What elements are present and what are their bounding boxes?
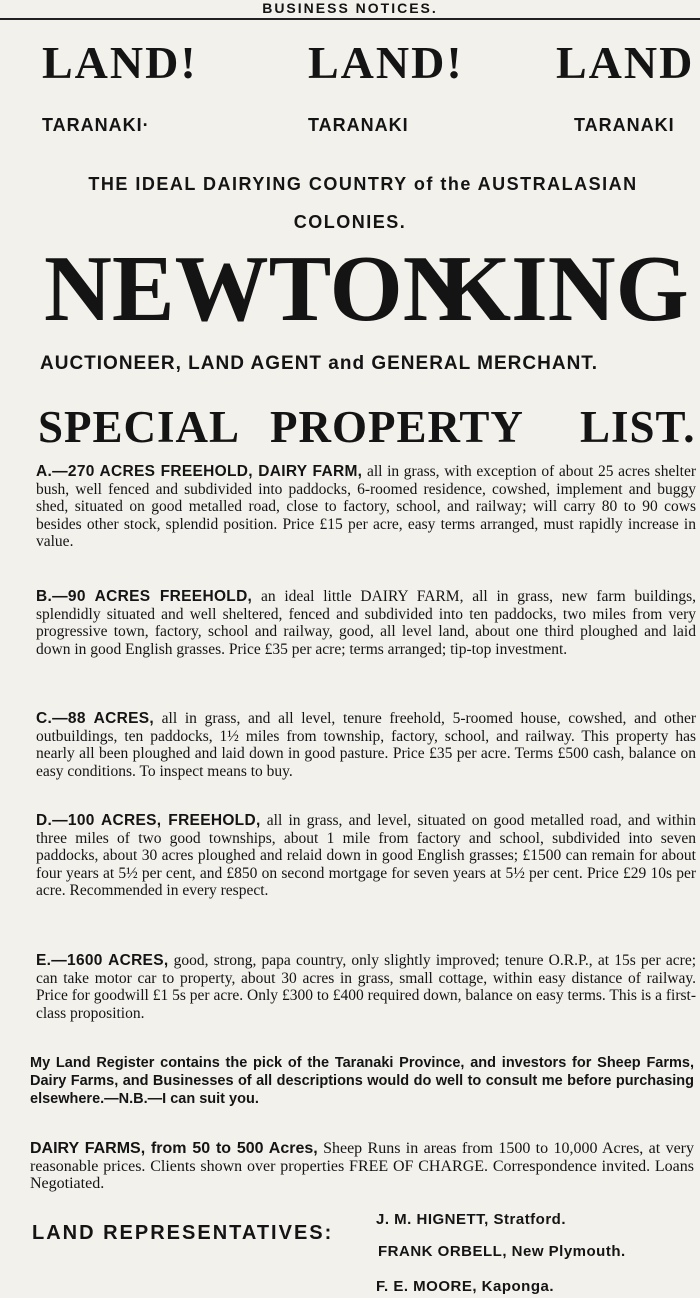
taranaki-label-3: TARANAKI — [574, 115, 675, 135]
land-banner-1: LAND! — [42, 37, 198, 88]
dairy-farms-text: Sheep Runs in areas from 1500 to 10,000 Acres, at very reasonable prices. Clients shown over properties FREE OF CHARGE. Correspondence invited. Loans Negotiated. — [30, 1140, 695, 1192]
representative-3: F. E. MOORE, Kaponga. — [376, 1278, 555, 1295]
list-heading-word-3: LIST. — [580, 402, 696, 452]
listing-a-lead: A.—270 ACRES FREEHOLD, DAIRY FARM, — [36, 463, 363, 480]
tagline-line-1: THE IDEAL DAIRYING COUNTRY of the AUSTRALASIAN — [88, 174, 638, 194]
section-label: BUSINESS NOTICES. — [262, 0, 438, 16]
header-rule — [0, 18, 700, 20]
listing-e-lead: E.—1600 ACRES, — [36, 952, 169, 969]
listing-b-lead: B.—90 ACRES FREEHOLD, — [36, 588, 253, 605]
tagline-line-2: COLONIES. — [293, 212, 407, 232]
representatives-label: LAND REPRESENTATIVES: — [32, 1222, 334, 1244]
dairy-farms-lead: DAIRY FARMS, from 50 to 500 Acres, — [30, 1140, 318, 1157]
representative-1: J. M. HIGNETT, Stratford. — [376, 1211, 567, 1228]
listing-d — [36, 812, 696, 900]
listing-d-lead: D.—100 ACRES, FREEHOLD, — [36, 812, 261, 829]
listing-e — [36, 952, 696, 1022]
land-banner-3: LAND — [556, 37, 695, 88]
taranaki-label-2: TARANAKI — [308, 115, 409, 135]
listing-a — [36, 463, 696, 551]
listing-b-text: an ideal little DAIRY FARM, all in grass, new farm buildings, splendidly situated and well sheltered, fenced and subdivided into ten paddocks, two miles from very progressive town, factory, school and railway, good, all level land, about one third ploughed and laid down in good English grasses. Price £35 per acre; terms arranged; tip-top investment. — [36, 588, 696, 658]
land-banner-2: LAND! — [308, 37, 464, 88]
list-heading-word-1: SPECIAL — [38, 402, 241, 452]
listing-c — [36, 710, 696, 780]
advertiser-name-first: NEWTON — [44, 237, 471, 341]
listing-c-text: all in grass, and all level, tenure freehold, 5-roomed house, cowshed, and other outbuildings, ten paddocks, 1½ miles from township, factory, school, and railway. This property has nearly all been ploughed and laid down in good pasture. Price £35 per acre. Terms £500 cash, balance on easy conditions. To inspect means to buy. — [36, 710, 697, 780]
advertiser-name-last: KING — [438, 237, 689, 341]
land-register-note: My Land Register contains the pick of the Taranaki Province, and investors for Sheep Farms, Dairy Farms, and Businesses of all descriptions would do well to consult me before purchasing elsewhere.—N.B.—I can suit you. — [30, 1055, 694, 1107]
listing-e-text: good, strong, papa country, only slightly improved; tenure O.R.P., at 15s per acre; can take motor car to property, about 30 acres in grass, small cottage, within easy distance of railway. Price for goodwill £1 5s per acre. Only £300 to £400 required down, balance on easy terms. This is a first-class proposition. — [36, 952, 697, 1022]
listing-b — [36, 588, 696, 658]
listing-d-text: all in grass, and level, situated on good metalled road, and within three miles of two good townships, about 1 mile from factory and school, subdivided into seven paddocks, about 30 acres ploughed and relaid down in good English grasses; £1500 can remain for about four years at 5½ per cent, and £850 on second mortgage for seven years at 5½ per cent. Price £29 10s per acre. Recommended in every respect. — [36, 812, 697, 899]
listing-a-text: all in grass, with exception of about 25 acres shelter bush, well fenced and subdivided into paddocks, 6-roomed residence, cowshed, implement and buggy shed, situated on good metalled road, close to factory, school, and railway; will carry 80 to 90 cows besides other stock, splendid position. Price £15 per acre, easy terms arranged, must rapidly increase in value. — [36, 463, 696, 550]
list-heading-word-2: PROPERTY — [270, 402, 524, 452]
advertiser-title: AUCTIONEER, LAND AGENT and GENERAL MERCHANT. — [40, 353, 599, 374]
dairy-farms-note — [30, 1140, 694, 1193]
listing-c-lead: C.—88 ACRES, — [36, 710, 154, 727]
taranaki-label-1: TARANAKI· — [42, 115, 150, 135]
representative-2: FRANK ORBELL, New Plymouth. — [378, 1243, 626, 1260]
